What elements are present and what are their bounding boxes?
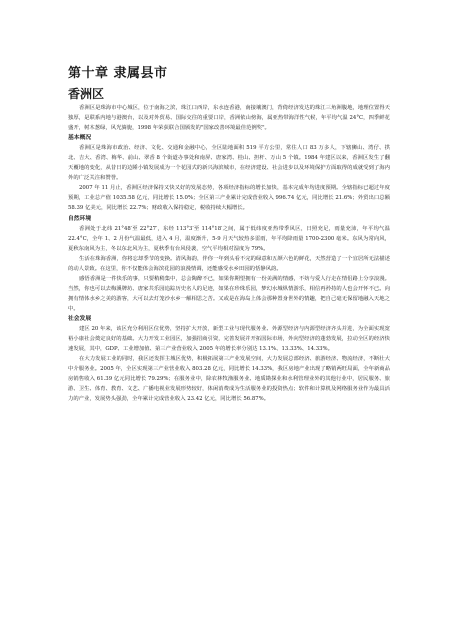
climate-paragraph: 香洲处于北纬 21°48′至 22°27′，东经 113°3′至 114°18′之间，属于低纬度亚热带季风区，日照充足，雨量充沛，年平均气温 22.4°C，全年 1、2 月份气温最低，进入 4 月，温度渐升，5-9 月天气较热多雷雨，年平均降雨量 1700-2300 毫米。东风为常向风，夏秋东南风为主，冬以东北风为主，夏秋季有台风侵袭，空气平均相对湿度为 79%。 bbox=[68, 225, 390, 252]
living-paragraph: 生活在珠海香洲，你将忘却季节的变换。清风海韵，伴你一年到头看不完的绿意和五颜六色的鲜花，天然营造了一个宜居所无法描述的动人景致。在这里，你不仅能体会海滨花园的浪漫情调，还能感受水乡田园的恬静风韵。 bbox=[68, 255, 390, 272]
tourism-paragraph: 感悟香洲是一件快乐的事，只要稍稍集中，总会陶醉不已，如果你期望拥有一份美满的情感，不妨与爱人行走在情侣路上分享浪漫。当然，你也可以去梅溪牌坊、唐家共乐园追踪历史名人的足迹，如果在珍珠乐园，梦幻水城纵情游乐，相信再矜持的人也会开怀不已。向拥有情体水乡之美的游客，大可以去灯笼沙水乡一解相思之苦。又或是在海岛上体会那种置身世外的情趣，把自己毫无保留地融入天地之中。 bbox=[68, 275, 390, 312]
economy-paragraph: 2007 年 11 月止，香洲区经济保持又快又好的发展态势，各项经济指标的增长加快，基本完成年均进度预期。全辖指标已超过年度预期，工业总产值 1035.58 亿元，同比增长 15.0%；全区第三产业累计完成营业收入 996.74 亿元，同比增长 21.6%；外贸出口总额 58.39 亿美元，同比增长 22.7%；财政收入保持稳定，税收持续大幅增长。 bbox=[68, 185, 390, 212]
intro-paragraph: 香洲区是珠海市中心城区，位于南海之滨，珠江口西岸，东水连香港，南接壤澳门，背倚经济发达的珠江三角洲腹地，地理位置得天独厚，是联系内地与港澳台，以及对外贸易、国际交往的重要口岸，香洲依山傍海，属亚热带海洋性气候，年平均气温 24°C，四季鲜花盛开，树木葱绿，风光旖旎，1998 年荣获联合国颁发的"国家改善环境最佳范例奖"。 bbox=[68, 105, 390, 132]
service-industry-paragraph: 在大力发展工业的同时，我区还发挥主城区优势，积极拓展第三产业发展空间，大力发展总部经济、旅游经济、物流经济，不断壮大中介服务业。2005 年，全区实现第三产业营业收入 803.28 亿元，同比增长 14.33%，我区房地产业出现了略销两旺局面，全年新商品房销售收入 61.39 亿元同比增长 79.29%；在服务业中，除农林牧渔服务业、地质勘探业和水利管理业外的其他行业中，居民服务、旅游、卫生、体育、教育、文艺、广播电视业发展形势较好，体闲消费成为生活服务业的投资热点；软件和计算机及网络服务业作为最具活力的产业，发展势头强劲，全年累计完成营业收入 23.42 亿元，同比增长 56.87%。 bbox=[68, 356, 390, 403]
subheading-natural-environment: 自然环境 bbox=[68, 215, 92, 222]
section-title: 香洲区 bbox=[68, 87, 105, 101]
chapter-title: 第十章 隶属县市 bbox=[68, 66, 168, 81]
overview-paragraph: 香洲区是珠海市政治、经济、文化、交通和金融中心，全区陆地面积 519 平方公里，常住人口 83 万多人，下辖狮山、湾仔、拱北、吉大、香湾、梅华、前山、翠香 8 个街道办事处和南屏、唐家湾、桂山、担杆、万山 5 个镇。1984 年建区以来，香洲区发生了翻天覆地的变化，从昔日的边陲小镇发展成为一个花园式的新兴海滨城市，在经济建设、社会进步以及环境保护方面取得的成就受到了海内外的广泛关注和赞誉。 bbox=[68, 145, 390, 182]
subheading-basic-overview: 基本概况 bbox=[68, 135, 92, 142]
development-paragraph: 建区 20 年来，该区充分利用区位优势，坚持扩大开放，新型工业与现代服务业、外源型经济与内源型经济齐头并进，为全面实现宽裕小康社会奠定良好的基础。大力开发工业园区，加强招商引资，完善发展并开拓国际市场，外向型经济的蓬勃发展，拉动全区的经济快速发展，其中，GDP、工业增加值、第三产业营业收入 2005 年的增长率分别达 13.1%、13.33%、14.33%。 bbox=[68, 326, 390, 353]
subheading-social-development: 社会发展 bbox=[68, 315, 92, 322]
body-text bbox=[68, 103, 390, 404]
